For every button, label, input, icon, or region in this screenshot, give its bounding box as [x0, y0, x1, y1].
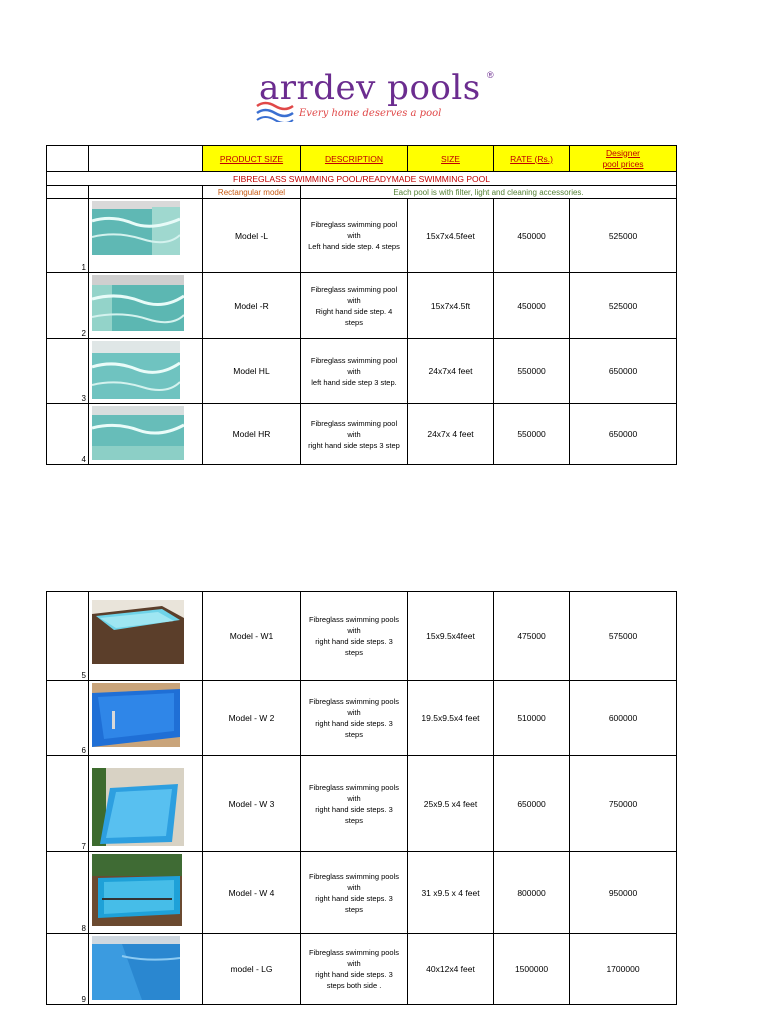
row-number: 3 [47, 339, 89, 404]
model-rate: 475000 [494, 592, 570, 681]
model-name: Model HL [203, 339, 301, 404]
model-description: Fibreglass swimming pools with right hand side steps. 3 steps [301, 681, 408, 756]
pool-image [89, 404, 203, 465]
model-name: Model - W 4 [203, 852, 301, 934]
subheader-right: Each pool is with filter, light and cleaning accessories. [301, 186, 677, 199]
model-designer-price: 525000 [570, 273, 677, 339]
model-size: 15x7x4.5feet [408, 199, 494, 273]
model-size: 24x7x4 feet [408, 339, 494, 404]
table-row [47, 592, 677, 681]
model-description: Fibreglass swimming pool with Right hand side step. 4 steps [301, 273, 408, 339]
model-name: Model -R [203, 273, 301, 339]
model-description: Fibreglass swimming pools with right hand side steps. 3 steps [301, 592, 408, 681]
model-designer-price: 575000 [570, 592, 677, 681]
header-designer-prices: Designer pool prices [570, 146, 677, 172]
model-description: Fibreglass swimming pools with right hand side steps. 3 steps both side . [301, 934, 408, 1005]
row-number: 9 [47, 934, 89, 1005]
table-row [47, 199, 677, 273]
row-number: 8 [47, 852, 89, 934]
model-name: model - LG [203, 934, 301, 1005]
model-rate: 1500000 [494, 934, 570, 1005]
row-number: 1 [47, 199, 89, 273]
model-designer-price: 650000 [570, 339, 677, 404]
header-product-size: PRODUCT SIZE [203, 146, 301, 172]
price-table-2 [46, 591, 677, 1005]
row-number: 6 [47, 681, 89, 756]
header-num [47, 146, 89, 172]
model-designer-price: 525000 [570, 199, 677, 273]
table-row [47, 934, 677, 1005]
model-name: Model -L [203, 199, 301, 273]
price-table-1 [46, 145, 677, 465]
model-description: Fibreglass swimming pools with right hand side steps. 3 steps [301, 756, 408, 852]
pool-image [89, 852, 203, 934]
pool-image [89, 199, 203, 273]
model-name: Model - W1 [203, 592, 301, 681]
blank-cell [89, 186, 203, 199]
pool-image [89, 273, 203, 339]
subheader-row [47, 186, 677, 199]
logo-tagline: Every home deserves a pool [299, 108, 442, 119]
model-size: 25x9.5 x4 feet [408, 756, 494, 852]
model-description: Fibreglass swimming pools with right hand side steps. 3 steps [301, 852, 408, 934]
row-number: 4 [47, 404, 89, 465]
row-number: 7 [47, 756, 89, 852]
blank-cell [47, 186, 89, 199]
model-designer-price: 1700000 [570, 934, 677, 1005]
pool-image [89, 934, 203, 1005]
pool-image [89, 756, 203, 852]
model-description: Fibreglass swimming pool with right hand side steps 3 step [301, 404, 408, 465]
pool-image [89, 339, 203, 404]
pool-image [89, 681, 203, 756]
banner-row [47, 172, 677, 186]
model-rate: 650000 [494, 756, 570, 852]
model-rate: 450000 [494, 273, 570, 339]
model-name: Model - W 2 [203, 681, 301, 756]
header-description: DESCRIPTION [301, 146, 408, 172]
table-row [47, 852, 677, 934]
header-size: SIZE [408, 146, 494, 172]
table-row [47, 756, 677, 852]
model-size: 15x9.5x4feet [408, 592, 494, 681]
model-name: Model HR [203, 404, 301, 465]
table-header-row [47, 146, 677, 172]
table-row [47, 273, 677, 339]
row-number: 5 [47, 592, 89, 681]
model-size: 15x7x4.5ft [408, 273, 494, 339]
model-rate: 550000 [494, 404, 570, 465]
model-size: 31 x9.5 x 4 feet [408, 852, 494, 934]
model-designer-price: 600000 [570, 681, 677, 756]
logo-wordmark: arrdev pools [259, 68, 481, 108]
model-designer-price: 950000 [570, 852, 677, 934]
model-name: Model - W 3 [203, 756, 301, 852]
model-designer-price: 750000 [570, 756, 677, 852]
table-row [47, 404, 677, 465]
model-rate: 800000 [494, 852, 570, 934]
model-description: Fibreglass swimming pool with left hand side step 3 step. [301, 339, 408, 404]
brand-logo [255, 66, 500, 126]
pool-image [89, 592, 203, 681]
model-description: Fibreglass swimming pool with Left hand side step. 4 steps [301, 199, 408, 273]
model-designer-price: 650000 [570, 404, 677, 465]
section-banner: FIBREGLASS SWIMMING POOL/READYMADE SWIMMING POOL [47, 172, 677, 186]
header-image [89, 146, 203, 172]
table-row [47, 339, 677, 404]
subheader-left: Rectangular model [203, 186, 301, 199]
header-rate: RATE (Rs.) [494, 146, 570, 172]
logo-registered-mark: ® [487, 70, 494, 80]
model-rate: 510000 [494, 681, 570, 756]
model-rate: 450000 [494, 199, 570, 273]
row-number: 2 [47, 273, 89, 339]
model-size: 19.5x9.5x4 feet [408, 681, 494, 756]
table-row [47, 681, 677, 756]
model-rate: 550000 [494, 339, 570, 404]
model-size: 24x7x 4 feet [408, 404, 494, 465]
model-size: 40x12x4 feet [408, 934, 494, 1005]
